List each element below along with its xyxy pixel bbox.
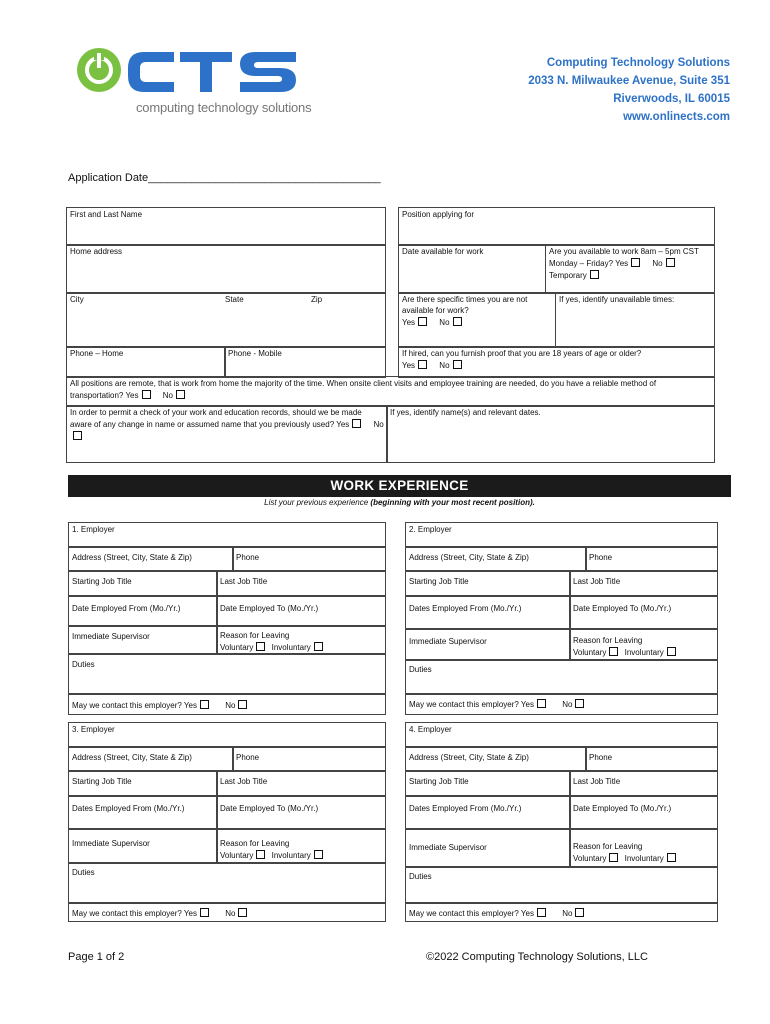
date-to-field[interactable] bbox=[569, 595, 718, 630]
temporary-checkbox[interactable] bbox=[590, 270, 599, 279]
contact-employer-field bbox=[405, 902, 718, 922]
date-available-label: Date available for work bbox=[402, 247, 484, 256]
home-address-label: Home address bbox=[70, 247, 123, 256]
duties-label: Duties bbox=[409, 665, 432, 674]
supervisor-label: Immediate Supervisor bbox=[409, 843, 487, 852]
employer-block-4 bbox=[405, 722, 718, 922]
contact-no-checkbox[interactable] bbox=[575, 908, 584, 917]
involuntary-label: Involuntary bbox=[271, 642, 311, 652]
reason-leaving-field bbox=[569, 828, 718, 868]
date-from-field[interactable] bbox=[405, 795, 571, 830]
employer-address-field[interactable] bbox=[68, 546, 234, 572]
subtitle-emphasis: (beginning with your most recent position). bbox=[370, 498, 535, 507]
voluntary-checkbox[interactable] bbox=[256, 850, 265, 859]
phone-home-field[interactable] bbox=[66, 346, 226, 378]
name-change-yes-checkbox[interactable] bbox=[352, 419, 361, 428]
last-title-label: Last Job Title bbox=[573, 777, 621, 786]
specific-times-yes-label: Yes bbox=[402, 317, 416, 327]
supervisor-field[interactable] bbox=[405, 628, 571, 661]
involuntary-label: Involuntary bbox=[624, 647, 664, 657]
proof-age-label: If hired, can you furnish proof that you are 18 years of age or older? bbox=[402, 349, 642, 358]
contact-employer-field bbox=[68, 693, 386, 715]
date-available-field[interactable] bbox=[398, 244, 546, 294]
involuntary-label: Involuntary bbox=[624, 853, 664, 863]
transportation-no-label: No bbox=[162, 390, 173, 400]
employer-name-field[interactable] bbox=[405, 722, 718, 748]
date-to-label: Date Employed To (Mo./Yr.) bbox=[220, 604, 319, 613]
availability-question bbox=[545, 244, 715, 294]
date-to-field[interactable] bbox=[216, 595, 386, 627]
contact-no-checkbox[interactable] bbox=[238, 908, 247, 917]
contact-employer-label: May we contact this employer? Yes bbox=[72, 701, 197, 710]
date-to-label: Date Employed To (Mo./Yr.) bbox=[220, 804, 319, 813]
supervisor-field[interactable] bbox=[68, 625, 218, 655]
contact-no-label: No bbox=[562, 700, 573, 709]
reason-leaving-label: Reason for Leaving bbox=[220, 631, 290, 640]
employer-phone-label: Phone bbox=[589, 553, 613, 562]
reason-leaving-field bbox=[216, 828, 386, 864]
employer-phone-label: Phone bbox=[236, 553, 260, 562]
work-experience-heading: WORK EXPERIENCE bbox=[68, 475, 731, 497]
employer-phone-field[interactable] bbox=[232, 746, 386, 772]
city-state-zip-field[interactable] bbox=[66, 292, 386, 348]
name-change-no-label: No bbox=[373, 419, 384, 429]
starting-title-label: Starting Job Title bbox=[409, 777, 469, 786]
employer-phone-field[interactable] bbox=[585, 546, 718, 572]
date-to-label: Date Employed To (Mo./Yr.) bbox=[573, 604, 672, 613]
copyright-notice: ©2022 Computing Technology Solutions, LLC bbox=[426, 951, 648, 963]
name-field[interactable] bbox=[66, 207, 386, 246]
contact-employer-label: May we contact this employer? Yes bbox=[409, 909, 534, 918]
voluntary-label: Voluntary bbox=[573, 647, 607, 657]
contact-no-checkbox[interactable] bbox=[575, 699, 584, 708]
contact-no-label: No bbox=[562, 909, 573, 918]
involuntary-checkbox[interactable] bbox=[667, 647, 676, 656]
employer-title: 4. Employer bbox=[409, 725, 452, 734]
duties-field[interactable] bbox=[405, 659, 718, 695]
logo-tagline: computing technology solutions bbox=[136, 100, 312, 115]
employer-block-2 bbox=[405, 522, 718, 715]
contact-yes-checkbox[interactable] bbox=[537, 908, 546, 917]
contact-no-label: No bbox=[225, 909, 236, 918]
duties-field[interactable] bbox=[68, 862, 386, 904]
contact-no-label: No bbox=[225, 701, 236, 710]
unavailable-times-label: If yes, identify unavailable times: bbox=[559, 295, 675, 304]
date-from-label: Dates Employed From (Mo./Yr.) bbox=[409, 804, 522, 813]
state-label: State bbox=[225, 295, 244, 304]
voluntary-checkbox[interactable] bbox=[609, 647, 618, 656]
starting-title-field[interactable] bbox=[68, 570, 218, 597]
company-logo bbox=[74, 42, 334, 122]
supervisor-field[interactable] bbox=[68, 828, 218, 864]
date-from-field[interactable] bbox=[405, 595, 571, 630]
supervisor-label: Immediate Supervisor bbox=[409, 637, 487, 646]
page-number: Page 1 of 2 bbox=[68, 951, 125, 963]
zip-label: Zip bbox=[311, 295, 323, 304]
last-title-label: Last Job Title bbox=[220, 777, 268, 786]
starting-title-field[interactable] bbox=[68, 770, 218, 797]
last-title-field[interactable] bbox=[569, 570, 718, 597]
employer-address-label: Address (Street, City, State & Zip) bbox=[72, 553, 192, 562]
voluntary-label: Voluntary bbox=[220, 850, 254, 860]
employer-phone-label: Phone bbox=[236, 753, 260, 762]
employer-address-field[interactable] bbox=[68, 746, 234, 772]
transportation-no-checkbox[interactable] bbox=[176, 390, 185, 399]
reason-leaving-field bbox=[216, 625, 386, 655]
supervisor-label: Immediate Supervisor bbox=[72, 632, 150, 641]
employer-title: 3. Employer bbox=[72, 725, 115, 734]
duties-label: Duties bbox=[72, 660, 95, 669]
company-city: Riverwoods, IL 60015 bbox=[613, 93, 730, 105]
specific-times-no-checkbox[interactable] bbox=[453, 317, 462, 326]
reason-leaving-label: Reason for Leaving bbox=[220, 839, 290, 848]
contact-employer-field bbox=[405, 693, 718, 715]
proof-age-no-checkbox[interactable] bbox=[453, 360, 462, 369]
proof-age-question bbox=[398, 346, 715, 378]
company-name: Computing Technology Solutions bbox=[546, 57, 730, 69]
previous-names-label: If yes, identify name(s) and relevant dates. bbox=[390, 408, 541, 417]
name-change-question bbox=[66, 405, 388, 463]
supervisor-label: Immediate Supervisor bbox=[72, 839, 150, 848]
duties-label: Duties bbox=[409, 872, 432, 881]
specific-times-yes-checkbox[interactable] bbox=[418, 317, 427, 326]
name-change-yes-label: Yes bbox=[336, 419, 350, 429]
employer-title: 1. Employer bbox=[72, 525, 115, 534]
specific-times-no-label: No bbox=[439, 317, 450, 327]
involuntary-checkbox[interactable] bbox=[314, 642, 323, 651]
employer-address-label: Address (Street, City, State & Zip) bbox=[409, 553, 529, 562]
date-from-label: Dates Employed From (Mo./Yr.) bbox=[72, 804, 185, 813]
voluntary-label: Voluntary bbox=[573, 853, 607, 863]
involuntary-label: Involuntary bbox=[271, 850, 311, 860]
date-to-field[interactable] bbox=[569, 795, 718, 830]
employer-block-3 bbox=[68, 722, 386, 922]
transportation-yes-checkbox[interactable] bbox=[142, 390, 151, 399]
employer-name-field[interactable] bbox=[405, 522, 718, 548]
availability-no-checkbox[interactable] bbox=[666, 258, 675, 267]
contact-employer-label: May we contact this employer? Yes bbox=[72, 909, 197, 918]
voluntary-label: Voluntary bbox=[220, 642, 254, 652]
name-change-label: In order to permit a check of your work and education records, should we be made aware of any change in name or assumed name that you previously used? bbox=[70, 408, 362, 429]
availability-no-label: No bbox=[652, 258, 663, 268]
subtitle-text: List your previous experience bbox=[264, 498, 371, 507]
starting-title-field[interactable] bbox=[405, 570, 571, 597]
work-experience-subtitle bbox=[68, 498, 731, 507]
company-website[interactable]: www.onlinects.com bbox=[623, 111, 730, 123]
date-from-label: Dates Employed From (Mo./Yr.) bbox=[409, 604, 522, 613]
transportation-question bbox=[66, 376, 715, 407]
transportation-label: All positions are remote, that is work from home the majority of the time. When onsite client visits and employee training are needed, do you have a reliable method of transportation? bbox=[70, 379, 657, 400]
position-field[interactable] bbox=[398, 207, 715, 246]
phone-home-label: Phone – Home bbox=[70, 349, 124, 358]
employer-name-field[interactable] bbox=[68, 722, 386, 748]
previous-names-field[interactable] bbox=[386, 405, 715, 463]
proof-age-no-label: No bbox=[439, 360, 450, 370]
involuntary-checkbox[interactable] bbox=[314, 850, 323, 859]
position-label: Position applying for bbox=[402, 210, 475, 219]
availability-yes-checkbox[interactable] bbox=[631, 258, 640, 267]
employer-phone-field[interactable] bbox=[585, 746, 718, 772]
last-title-field[interactable] bbox=[216, 770, 386, 797]
date-to-field[interactable] bbox=[216, 795, 386, 830]
voluntary-checkbox[interactable] bbox=[256, 642, 265, 651]
starting-title-field[interactable] bbox=[405, 770, 571, 797]
unavailable-times-field[interactable] bbox=[555, 292, 715, 348]
employer-address-label: Address (Street, City, State & Zip) bbox=[72, 753, 192, 762]
duties-label: Duties bbox=[72, 868, 95, 877]
contact-yes-checkbox[interactable] bbox=[200, 908, 209, 917]
city-label: City bbox=[70, 295, 84, 304]
involuntary-checkbox[interactable] bbox=[667, 853, 676, 862]
starting-title-label: Starting Job Title bbox=[72, 577, 132, 586]
reason-leaving-label: Reason for Leaving bbox=[573, 842, 643, 851]
date-to-label: Date Employed To (Mo./Yr.) bbox=[573, 804, 672, 813]
employer-name-field[interactable] bbox=[68, 522, 386, 548]
company-address: 2033 N. Milwaukee Avenue, Suite 351 bbox=[528, 75, 730, 87]
employer-title: 2. Employer bbox=[409, 525, 452, 534]
company-info bbox=[528, 54, 730, 126]
employer-address-label: Address (Street, City, State & Zip) bbox=[409, 753, 529, 762]
duties-field[interactable] bbox=[68, 653, 386, 695]
reason-leaving-field bbox=[569, 628, 718, 661]
contact-employer-label: May we contact this employer? Yes bbox=[409, 700, 534, 709]
availability-label: Are you available to work 8am – 5pm CST Monday – Friday? bbox=[549, 247, 699, 268]
contact-yes-checkbox[interactable] bbox=[537, 699, 546, 708]
employer-address-field[interactable] bbox=[405, 546, 587, 572]
date-from-field[interactable] bbox=[68, 795, 218, 830]
date-from-field[interactable] bbox=[68, 595, 218, 627]
date-from-label: Date Employed From (Mo./Yr.) bbox=[72, 604, 181, 613]
transportation-yes-label: Yes bbox=[125, 390, 139, 400]
application-date-field[interactable]: Application Date______________________________________ bbox=[68, 172, 381, 184]
contact-no-checkbox[interactable] bbox=[238, 700, 247, 709]
availability-yes-label: Yes bbox=[615, 258, 629, 268]
employer-address-field[interactable] bbox=[405, 746, 587, 772]
starting-title-label: Starting Job Title bbox=[72, 777, 132, 786]
specific-times-label: Are there specific times you are not available for work? bbox=[402, 295, 528, 315]
phone-mobile-label: Phone - Mobile bbox=[228, 349, 282, 358]
employer-block-1 bbox=[68, 522, 386, 715]
contact-employer-field bbox=[68, 902, 386, 922]
name-label: First and Last Name bbox=[70, 210, 143, 219]
specific-times-question bbox=[398, 292, 556, 348]
voluntary-checkbox[interactable] bbox=[609, 853, 618, 862]
supervisor-field[interactable] bbox=[405, 828, 571, 868]
reason-leaving-label: Reason for Leaving bbox=[573, 636, 643, 645]
proof-age-yes-checkbox[interactable] bbox=[418, 360, 427, 369]
last-title-field[interactable] bbox=[216, 570, 386, 597]
phone-mobile-field[interactable] bbox=[224, 346, 386, 378]
employer-phone-field[interactable] bbox=[232, 546, 386, 572]
home-address-field[interactable] bbox=[66, 244, 386, 294]
employer-phone-label: Phone bbox=[589, 753, 613, 762]
last-title-label: Last Job Title bbox=[573, 577, 621, 586]
last-title-label: Last Job Title bbox=[220, 577, 268, 586]
starting-title-label: Starting Job Title bbox=[409, 577, 469, 586]
duties-field[interactable] bbox=[405, 866, 718, 904]
contact-yes-checkbox[interactable] bbox=[200, 700, 209, 709]
proof-age-yes-label: Yes bbox=[402, 360, 416, 370]
last-title-field[interactable] bbox=[569, 770, 718, 797]
temporary-label: Temporary bbox=[549, 270, 587, 280]
name-change-no-checkbox[interactable] bbox=[73, 431, 82, 440]
